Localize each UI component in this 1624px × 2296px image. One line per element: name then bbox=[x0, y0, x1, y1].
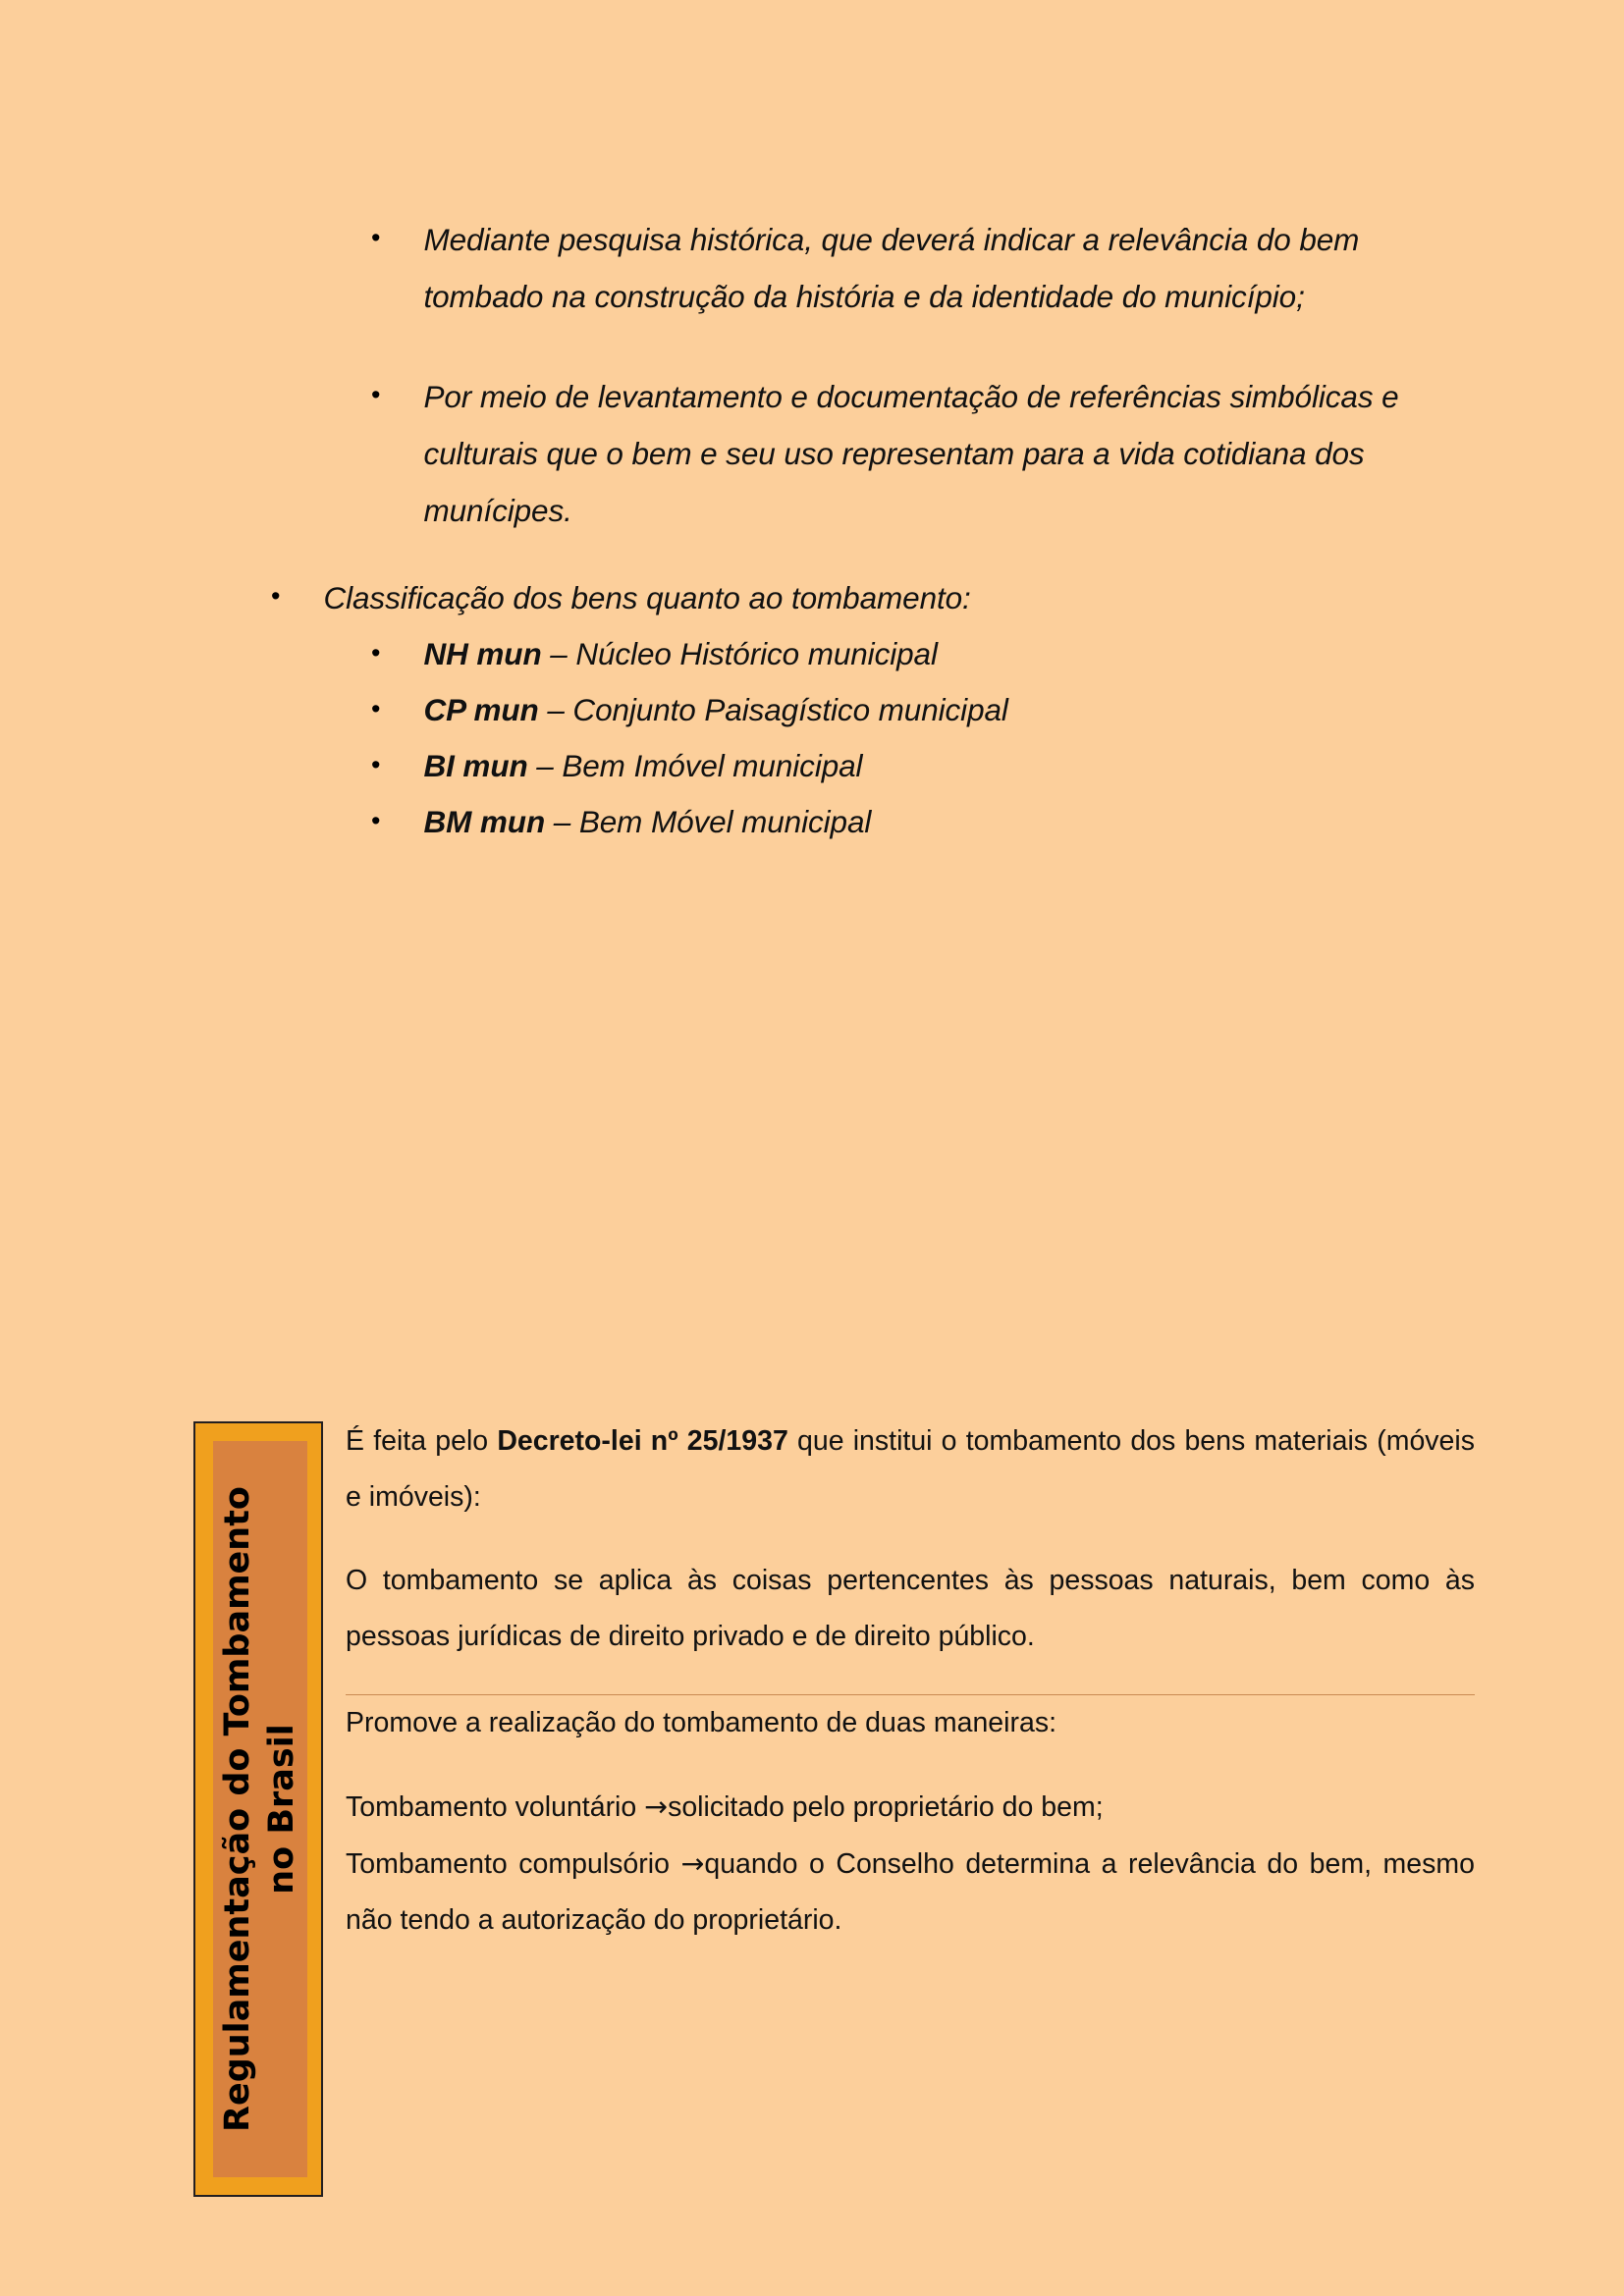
classification-heading-row bbox=[271, 569, 1498, 626]
dash-separator: – bbox=[541, 636, 576, 671]
bullet-marker-icon: • bbox=[271, 581, 281, 611]
paragraph-aplicacao: O tombamento se aplica às coisas pertencentes às pessoas naturais, bem como às pessoas jurídicas de direito privado e de direito público. bbox=[346, 1565, 1475, 1652]
paragraph-decreto-post: que institui o tombamento dos bens materiais (móveis e imóveis): bbox=[346, 1425, 1475, 1513]
bullet-marker-icon: • bbox=[371, 750, 381, 779]
bullet-marker-icon: • bbox=[371, 694, 381, 723]
paragraph-decreto bbox=[346, 1414, 1475, 1525]
tombamento-compulsorio-label: Tombamento compulsório bbox=[346, 1848, 681, 1880]
list-item bbox=[371, 211, 1495, 325]
section-side-tab-title bbox=[216, 1486, 304, 2132]
dash-separator: – bbox=[527, 748, 563, 783]
section-side-tab-title-line1: Regulamentação do Tombamento bbox=[218, 1486, 257, 2132]
list-item-text: Por meio de levantamento e documentação de referências simbólicas e culturais que o bem e seu uso representam para a vida cotidiana dos munícipes. bbox=[423, 379, 1399, 528]
abbreviation-label: NH mun bbox=[423, 636, 542, 671]
abbreviation-expansion: Bem Móvel municipal bbox=[578, 804, 872, 839]
list-item bbox=[371, 682, 1495, 737]
abbreviation-expansion: Bem Imóvel municipal bbox=[562, 748, 863, 783]
decreto-lei-reference: Decreto-lei nº 25/1937 bbox=[497, 1425, 788, 1457]
tombamento-compulsorio-desc: quando o Conselho determina a relevância do bem, mesmo não tendo a autorização do proprietário. bbox=[346, 1848, 1475, 1936]
abbreviation-expansion: Conjunto Paisagístico municipal bbox=[572, 692, 1008, 727]
paragraph-tombamento-compulsorio bbox=[346, 1836, 1475, 1949]
list-item-text bbox=[423, 794, 871, 849]
list-item bbox=[371, 738, 1495, 793]
abbreviation-label: BM mun bbox=[423, 804, 546, 839]
list-item bbox=[371, 794, 1495, 849]
section-side-tab-title-line2: no Brasil bbox=[262, 1724, 301, 1895]
dash-separator: – bbox=[545, 804, 579, 839]
paragraph-spacer bbox=[346, 1751, 1475, 1779]
arrow-right-icon: → bbox=[680, 1847, 705, 1880]
tombamento-voluntario-desc: solicitado pelo proprietário do bem; bbox=[668, 1791, 1104, 1823]
section-side-tab bbox=[193, 1421, 323, 2197]
list-item-text bbox=[423, 738, 862, 793]
list-item bbox=[371, 626, 1495, 681]
list-item bbox=[371, 368, 1495, 539]
paragraph-spacer bbox=[346, 1525, 1475, 1553]
abbreviation-expansion: Núcleo Histórico municipal bbox=[575, 636, 938, 671]
paragraph-tombamento-voluntario bbox=[346, 1779, 1475, 1836]
bottom-content-section bbox=[0, 1414, 1624, 2209]
bullet-marker-icon: • bbox=[371, 638, 381, 667]
bullet-marker-icon: • bbox=[371, 806, 381, 835]
section-side-tab-panel bbox=[213, 1441, 307, 2177]
bottom-text-column bbox=[346, 1414, 1475, 1949]
abbreviation-label: CP mun bbox=[423, 692, 539, 727]
tombamento-voluntario-label: Tombamento voluntário bbox=[346, 1791, 645, 1823]
arrow-right-icon: → bbox=[644, 1790, 669, 1823]
classification-heading-text: Classificação dos bens quanto ao tombamento: bbox=[323, 580, 971, 615]
bullet-marker-icon: • bbox=[371, 380, 381, 409]
list-item-text bbox=[423, 682, 1007, 737]
paragraph-promove: Promove a realização do tombamento de duas maneiras: bbox=[346, 1707, 1056, 1738]
paragraph-decreto-pre: É feita pelo bbox=[346, 1425, 498, 1457]
dash-separator: – bbox=[538, 692, 573, 727]
abbreviation-label: BI mun bbox=[423, 748, 528, 783]
list-item-text bbox=[423, 626, 937, 681]
list-item-text: Mediante pesquisa histórica, que deverá indicar a relevância do bem tombado na construção da história e da identidade do município; bbox=[423, 222, 1360, 314]
bullet-marker-icon: • bbox=[371, 223, 381, 252]
